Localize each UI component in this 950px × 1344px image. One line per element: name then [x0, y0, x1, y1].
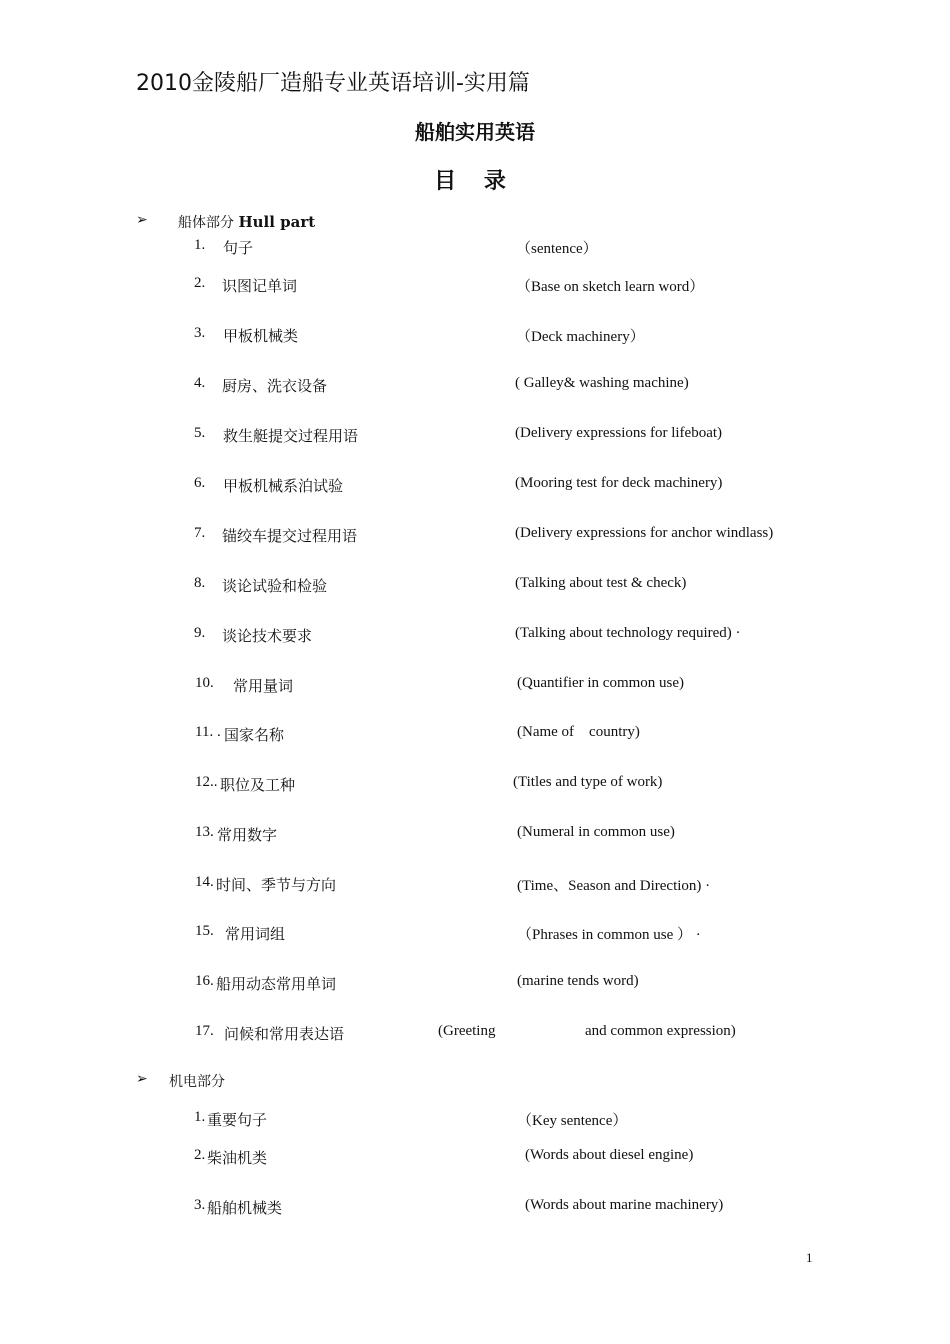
- toc-item-number: 17.: [195, 1023, 214, 1039]
- toc-item-chinese: 谈论技术要求: [222, 627, 313, 645]
- toc-item-english: （Phrases in common use ） ·: [517, 927, 701, 943]
- toc-item-english: (Numeral in common use): [517, 824, 675, 840]
- toc-item-english: (Quantifier in common use): [517, 675, 685, 691]
- section-label-cn: 船体部分: [178, 215, 234, 231]
- toc-item-english: (Mooring test for deck machinery): [515, 475, 723, 491]
- toc-item-chinese: 时间、季节与方向: [216, 876, 337, 894]
- toc-item-english: （sentence）: [516, 241, 598, 257]
- toc-item-number: 14.: [195, 874, 214, 890]
- toc-item-english: (Greeting: [438, 1023, 496, 1039]
- toc-item-english: (Words about marine machinery): [525, 1197, 724, 1213]
- toc-item-chinese: 甲板机械类: [223, 327, 299, 345]
- toc-item-number: 15.: [195, 923, 214, 939]
- toc-heading: 目 录: [434, 169, 516, 194]
- toc-item-chinese: 识图记单词: [222, 277, 298, 295]
- toc-item-english: (Delivery expressions for anchor windlass): [515, 525, 774, 541]
- toc-item-chinese: 句子: [223, 239, 254, 257]
- bullet-icon: ➢: [136, 212, 148, 228]
- bullet-icon: ➢: [136, 1071, 148, 1087]
- toc-item-english: (Talking about technology required) ·: [515, 625, 741, 641]
- toc-item-chinese: 柴油机类: [207, 1149, 268, 1167]
- toc-item-english: （Base on sketch learn word）: [516, 279, 705, 295]
- toc-item-chinese: 船用动态常用单词: [216, 975, 337, 993]
- toc-item-english: （Key sentence）: [517, 1113, 628, 1129]
- toc-item-number: 9.: [194, 625, 206, 641]
- toc-item-number: 13.: [195, 824, 214, 840]
- toc-item-chinese: 船舶机械类: [207, 1199, 283, 1217]
- toc-item-number: 2.: [194, 275, 206, 291]
- toc-item-chinese: 重要句子: [207, 1111, 268, 1129]
- toc-item-chinese: 职位及工种: [220, 776, 296, 794]
- toc-item-english: (Time、Season and Direction) ·: [517, 878, 711, 894]
- toc-item-chinese: 锚绞车提交过程用语: [222, 527, 358, 545]
- toc-item-number: 11. .: [195, 724, 221, 740]
- toc-item-chinese: 常用数字: [217, 826, 278, 844]
- toc-item-chinese: 甲板机械系泊试验: [223, 477, 344, 495]
- toc-item-english: (Talking about test & check): [515, 575, 687, 591]
- toc-item-english: (Titles and type of work): [513, 774, 663, 790]
- toc-item-number: 5.: [194, 425, 206, 441]
- section-heading-electromechanical: [169, 1071, 225, 1091]
- toc-item-english: (Delivery expressions for lifeboat): [515, 425, 723, 441]
- toc-item-number: 7.: [194, 525, 206, 541]
- toc-item-number: 8.: [194, 575, 206, 591]
- toc-item-chinese: 谈论试验和检验: [222, 577, 328, 595]
- toc-item-english: ( Galley& washing machine): [515, 375, 689, 391]
- toc-item-number: 10.: [195, 675, 214, 691]
- toc-item-number: 16.: [195, 973, 214, 989]
- toc-item-chinese: 常用量词: [233, 677, 294, 695]
- toc-item-english: (marine tends word): [517, 973, 639, 989]
- toc-item-number: 12..: [195, 774, 218, 790]
- toc-item-chinese: 救生艇提交过程用语: [223, 427, 359, 445]
- section-label-en: Hull part: [238, 213, 316, 231]
- toc-item-number: 3.: [194, 325, 206, 341]
- document-title: 船舶实用英语: [415, 120, 535, 144]
- toc-item-number: 6.: [194, 475, 206, 491]
- toc-item-english-continued: and common expression): [585, 1023, 736, 1039]
- toc-item-english: (Name of country): [517, 724, 640, 740]
- toc-item-number: 3.: [194, 1197, 206, 1213]
- toc-item-chinese: 问候和常用表达语: [224, 1025, 345, 1043]
- toc-item-chinese: 国家名称: [224, 726, 285, 744]
- toc-item-number: 4.: [194, 375, 206, 391]
- section-label-cn: 机电部分: [169, 1074, 225, 1090]
- section-heading-hull: [178, 212, 315, 232]
- toc-item-number: 1.: [194, 1109, 206, 1125]
- toc-item-chinese: 厨房、洗衣设备: [222, 377, 328, 395]
- toc-item-english: (Words about diesel engine): [525, 1147, 694, 1163]
- page-header: 2010金陵船厂造船专业英语培训-实用篇: [136, 71, 530, 96]
- toc-item-number: 2.: [194, 1147, 206, 1163]
- toc-item-number: 1.: [194, 237, 206, 253]
- page-number: 1: [806, 1250, 813, 1265]
- toc-item-chinese: 常用词组: [225, 925, 286, 943]
- toc-item-english: （Deck machinery）: [516, 329, 645, 345]
